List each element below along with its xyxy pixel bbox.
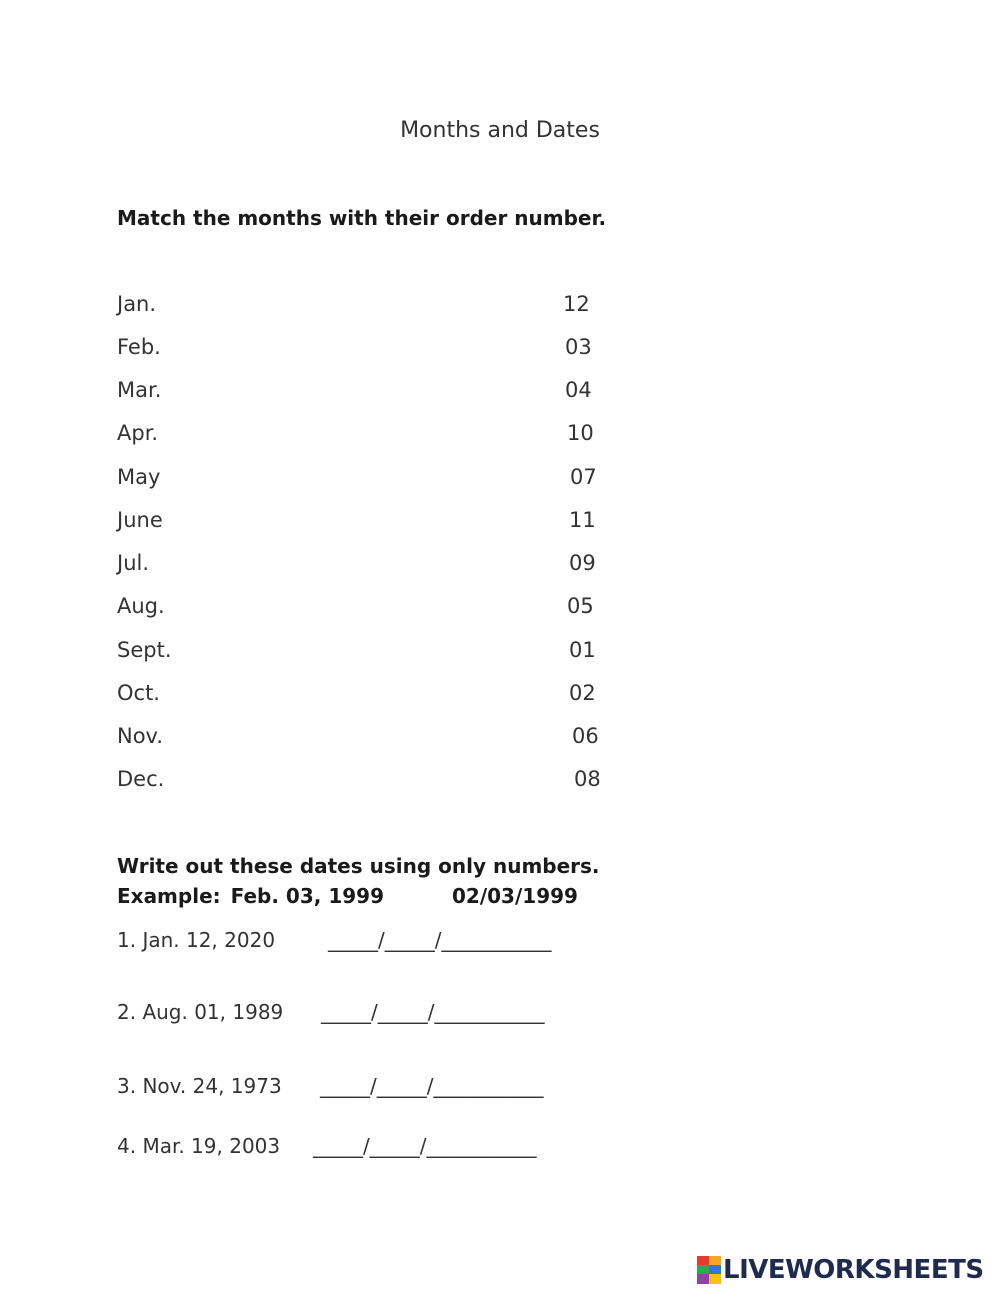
month-label: Sept. [117,638,172,662]
order-number: 09 [569,551,596,575]
order-number: 03 [565,335,592,359]
question-prompt: 3. Nov. 24, 1973 [117,1074,282,1098]
question-prompt: 4. Mar. 19, 2003 [117,1134,281,1158]
month-label: Jan. [117,292,157,316]
month-label: Apr. [117,421,159,445]
month-label: Jul. [117,551,150,575]
question-prompt: 2. Aug. 01, 1989 [117,1000,284,1024]
order-number: 02 [569,681,596,705]
answer-blank[interactable]: _____/_____/___________ [320,1074,544,1098]
logo-block [697,1274,709,1284]
page-title: Months and Dates [400,118,600,143]
answer-blank[interactable]: _____/_____/___________ [313,1134,537,1158]
month-label: Feb. [117,335,161,359]
month-label: June [117,508,163,532]
month-label: Dec. [117,767,165,791]
match-heading: Match the months with their order number. [117,206,607,230]
example-answer: 02/03/1999 [452,884,578,908]
order-number: 07 [570,465,597,489]
order-number: 01 [569,638,596,662]
answer-blank[interactable]: _____/_____/___________ [321,1000,545,1024]
example-line [117,884,578,908]
order-number: 10 [567,421,594,445]
order-number: 08 [574,767,601,791]
order-number: 12 [563,292,590,316]
order-number: 06 [572,724,599,748]
month-label: Nov. [117,724,164,748]
month-label: Aug. [117,594,165,618]
logo-block [697,1256,709,1265]
write-dates-heading: Write out these dates using only numbers. [117,854,600,878]
example-date: Feb. 03, 1999 [230,884,384,908]
liveworksheets-logo [697,1254,984,1286]
month-label: May [117,465,161,489]
order-number: 05 [567,594,594,618]
example-label: Example: [117,884,221,908]
logo-block [709,1274,721,1284]
answer-blank[interactable]: _____/_____/___________ [328,928,552,952]
logo-block [697,1265,709,1274]
month-label: Oct. [117,681,160,705]
logo-text: LIVEWORKSHEETS [723,1255,984,1285]
logo-block [709,1256,721,1265]
order-number: 11 [569,508,596,532]
order-number: 04 [565,378,592,402]
logo-blocks-icon [697,1256,721,1284]
question-prompt: 1. Jan. 12, 2020 [117,928,276,952]
logo-block [709,1265,721,1274]
month-label: Mar. [117,378,162,402]
